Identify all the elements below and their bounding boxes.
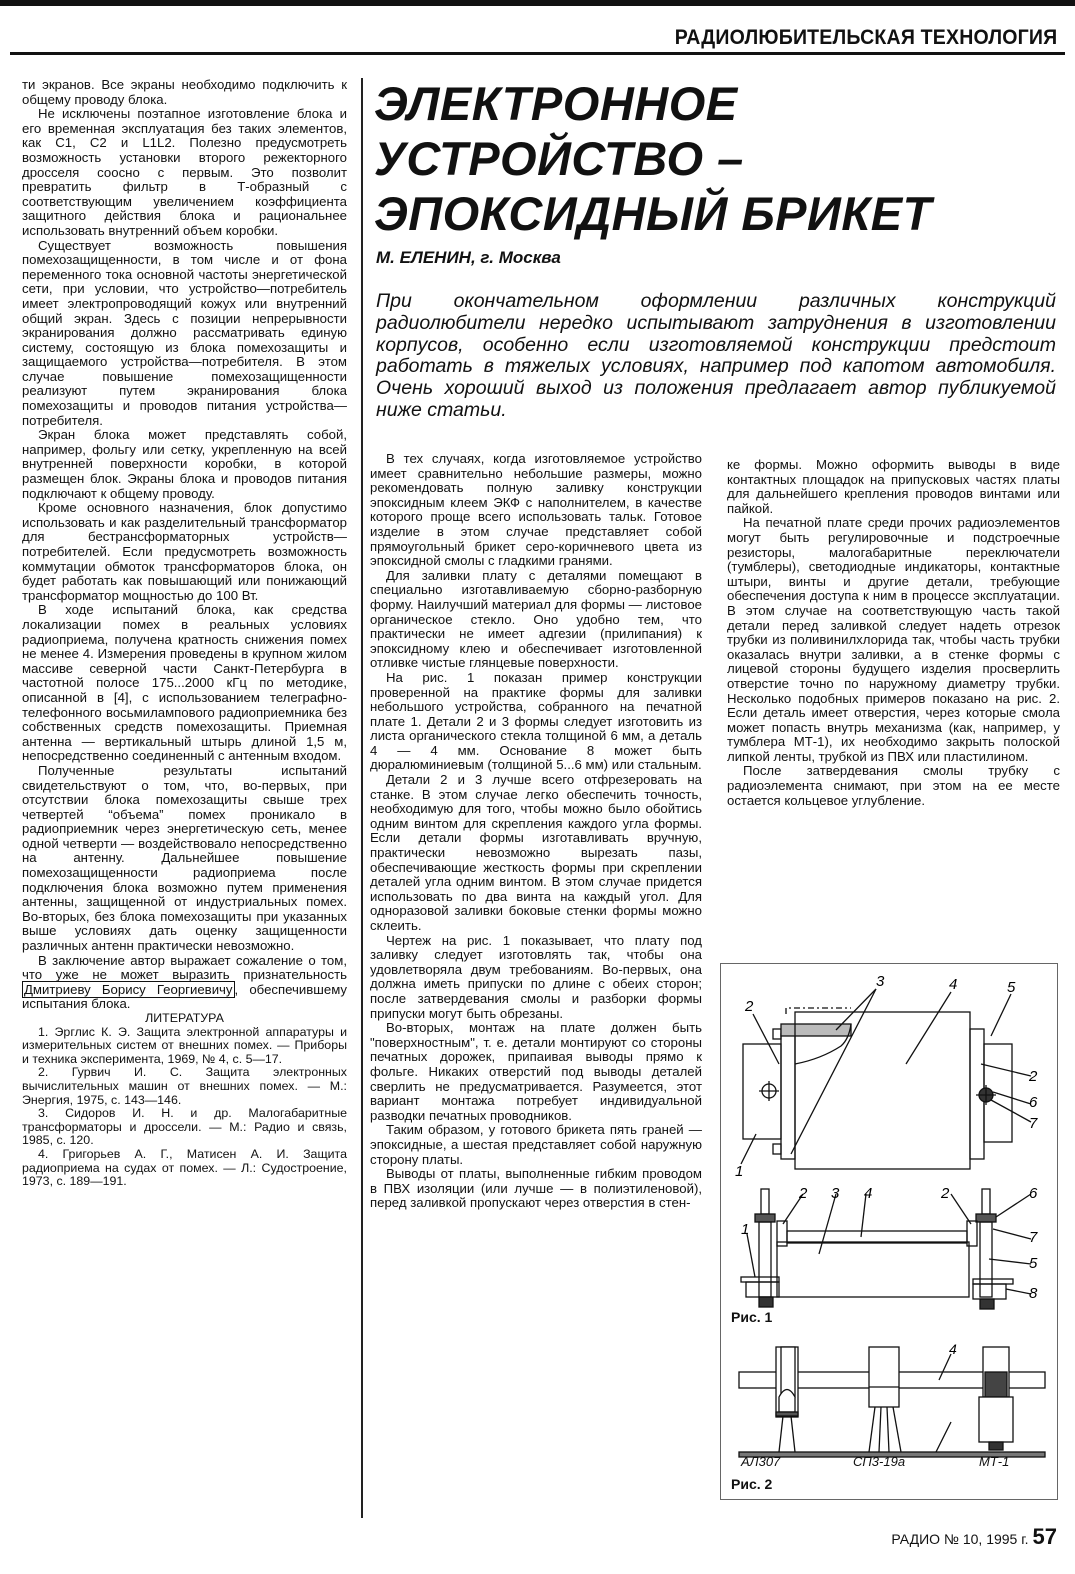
- fig1-label: 2: [799, 1185, 808, 1202]
- section-rubric: РАДИОЛЮБИТЕЛЬСКАЯ ТЕХНОЛОГИЯ: [674, 26, 1057, 49]
- closing-paragraph: [22, 954, 347, 1012]
- paragraph: На рис. 1 показан пример конструкции проверенной на практике формы для заливки небольшого устройства, собранного на печатной плате 1. Детали 2 и 3 формы следует изготовить из листа органического стекла толщиной 6 мм, а деталь 4 — 4 мм. Основание 8 может быть дюралюминиевым (толщиной 5...6 мм) или стальным.: [370, 669, 702, 773]
- literature-item: 3. Сидоров И. Н. и др. Малогабаритные трансформаторы и дроссели. — М.: Радио и связь, 1985, с. 120.: [22, 1106, 347, 1148]
- closing-text-before: В заключение автор выражает сожаление о том, что уже не может выразить признательность: [22, 952, 347, 983]
- paragraph: Полученные результаты испытаний свидетельствуют о том, что, во-первых, при отсутствии блока помехозащиты свыше трех четвертей “объема” помех проникало в радиоприемник через энергетическую сеть, менее одной четверти — воздействовало непосредственно на антенну. Дальнейшее повышение помехозащищенности радиоприема после подключения блока возможно путем применения антенны, защищенной от индустриальных помех. Во-вторых, без блока помехозащиты при указанных выше условиях дать оценку защищенности различных антенн практически невозможно.: [22, 762, 347, 954]
- literature-heading: ЛИТЕРАТУРА: [145, 1011, 224, 1025]
- title-line: ЭПОКСИДНЫЙ БРИКЕТ: [374, 187, 932, 240]
- paragraph: Не исключены поэтапное изготовление блока и его временная эксплуатация без таких элементов, как С1, С2 и L1L2. Полезно предусмотреть возможность установки второго режекторного дросселя соосно с первым. Это позволит превратить фильтр в Т-образный с соответствующим увеличением коэффициента защитного действия блока и рациональнее использовать внутренний объем коробки.: [22, 106, 347, 238]
- page-footer: [891, 1524, 1057, 1550]
- fig1-caption: Рис. 1: [731, 1309, 773, 1325]
- figures-box: [720, 963, 1058, 1500]
- paragraph: Детали 2 и 3 лучше всего отфрезеровать на станке. В этом случае легко обеспечить точность, необходимую для того, чтобы можно было обойтись одним винтом для скрепления каждого угла формы. Если детали формы изготавливать вручную, практически невозможно вырезать пазы, обеспечивающие жесткость формы при скреплении деталей угла одним винтом. В этом случае придется использовать по два винта на каждый угол. Для одноразовой заливки боковые стенки формы можно склеить.: [370, 772, 702, 933]
- paragraph: Выводы от платы, выполненные гибким проводом в ПВХ изоляции (или лучше — в полиэтиленовой), перед заливкой пропускают через отверстия в стен-: [370, 1166, 702, 1211]
- paragraph: После затвердевания смолы трубку с радиоэлемента снимают, при этом на ее месте остается кольцевое углубление.: [727, 763, 1060, 808]
- title-line: ЭЛЕКТРОННОЕ: [374, 77, 738, 130]
- fig1-label: 4: [864, 1185, 873, 1202]
- paragraph: В ходе испытаний блока, как средства локализации помех в реальных условиях радиоприема, получена кратность снижения помех не менее 4. Измерения проведены в крупном жилом массиве северной части Санкт-Петербурга в частотной полосе 175...2000 кГц по методике, описанной в [4], с использованием телеграфно-телефонного восьмилампового радиоприемника без собственных средств помехозащиты. Приемная антенна — вертикальный штырь длиной 1,5 м, непосредственно соединенный с антенным входом.: [22, 602, 347, 764]
- fig1-label: 2: [941, 1185, 950, 1202]
- top-border: [0, 0, 1075, 6]
- article-title: [374, 76, 1064, 241]
- literature-item: 1. Эрглис К. Э. Защита электронной аппаратуры и измерительных систем от внешних помех. — Приборы и техника эксперимента, 1969, № 4, с. 5—17.: [22, 1024, 347, 1066]
- paragraph: ке формы. Можно оформить выводы в виде контактных площадок на припусковых частях платы для дальнейшего крепления проводов винтами или пайкой.: [727, 457, 1060, 516]
- fig1-label: 8: [1029, 1285, 1038, 1302]
- boxed-name: Дмитриеву Борису Георгиевичу: [24, 981, 233, 997]
- paragraph: Во-вторых, монтаж на плате должен быть "поверхностным", т. е. детали монтируют со стороны печатных дорожек, припаивая выводы прямо к фольге. Никаких отверстий под выводы деталей сверлить не предусматривается. Разумеется, этот вариант монтажа потребует индивидуальной разводки печатных проводников.: [370, 1020, 702, 1123]
- title-line: УСТРОЙСТВО –: [374, 132, 744, 185]
- column-2: [370, 452, 702, 1211]
- issue-info: РАДИО № 10, 1995 г.: [891, 1531, 1029, 1547]
- fig1-label: 3: [831, 1185, 840, 1202]
- fig2-caption: Рис. 2: [731, 1476, 773, 1492]
- fig1-label: 3: [876, 973, 885, 990]
- page-number: 57: [1032, 1524, 1057, 1549]
- rubric-rule: [10, 52, 1065, 55]
- fig2-component-label: СП3-19а: [853, 1454, 906, 1469]
- literature-section: [22, 1012, 347, 1189]
- article-author: М. ЕЛЕНИН, г. Москва: [376, 248, 561, 267]
- fig1-label: 2: [1029, 1068, 1038, 1085]
- paragraph: Чертеж на рис. 1 показывает, что плату под заливку следует изготовлять так, чтобы она удовлетворяла двум требованиям. Во-первых, она должна иметь припуски по длине с обеих сторон; после затвердевания смолы и разборки формы припуски могут быть обрезаны.: [370, 932, 702, 1021]
- paragraph: Для заливки плату с деталями помещают в специально изготавливаемую сборно-разборную форму. Наилучший материал для формы — листовое органическое стекло. Оно удобно тем, что практически не имеет адгезии (прилипания) к эпоксидному клею и обеспечивает изготовленной отливке чистые глянцевые поверхности.: [370, 567, 702, 671]
- closing-text-after: , обеспечившему испытания блока.: [22, 981, 348, 1012]
- fig2-component-label: АЛ307: [741, 1454, 781, 1469]
- literature-item: 2. Гурвич И. С. Защита электронных вычислительных машин от внешних помех. — М.: Энергия, 1975, с. 143—146.: [22, 1065, 347, 1107]
- fig1-label: 6: [1029, 1094, 1038, 1111]
- literature-item: 4. Григорьев А. Г., Матисен А. И. Защита радиоприема на судах от помех. — Л.: Судостроение, 1973, с. 189—191.: [22, 1146, 347, 1189]
- fig2-label: 4: [949, 1341, 957, 1357]
- paragraph: В тех случаях, когда изготовляемое устройство имеет сравнительно небольшие размеры, можно рекомендовать полную заливку конструкции эпоксидным клеем ЭКФ с наполнителем, в качестве которого проще всего использовать тальк. Готовое изделие в этом случае представляет собой прямоугольный брикет серо-коричневого цвета из эпоксидной смолы с гладкими гранями.: [370, 451, 702, 569]
- paragraph: Существует возможность повышения помехозащищенности, в том числе и от фона переменного тока основной частоты энергетической сети, при условии, что устройство—потребитель имеет электропроводящий кожух или внутренний общий экран. Здесь с позиции непрерывности экранирования должно рассматривать единую систему, состоящую из блока помехозащиты и защищаемого устройства—потребителя. В этом случае повышение помехозащищенности реализуют путем экранирования блока помехозащиты и проводов питания устройства—потребителя.: [22, 237, 347, 428]
- fig1-label: 7: [1029, 1229, 1038, 1246]
- fig1-label: 2: [745, 998, 754, 1015]
- column-1: [22, 78, 347, 1189]
- fig2-drawing: [721, 1332, 1057, 1472]
- paragraph: Экран блока может представлять собой, например, фольгу или сетку, укрепленную на всей внутренней поверхности коробки, в которой размещен блок. Экраны блока и проводов питания подключают к общему проводу.: [22, 427, 347, 501]
- paragraph: На печатной плате среди прочих радиоэлементов могут быть регулировочные и подстроечные резисторы, малогабаритные переключатели (тумблеры), светодиодные индикаторы, контактные штыри, винты и другие детали, требующие обеспечения доступа к ним в процессе эксплуатации. В этом случае на соответствующую часть такой детали перед заливкой следует надеть отрезок трубки из поливинилхлорида так, чтобы часть трубки оказалась внутри заливки, а в стенке формы с лицевой стороны будущего изделия просверлить отверстие точно по наружному диаметру трубки. Несколько подобных примеров показано на рис. 2. Если деталь имеет отверстия, через которые смола может попасть внутрь механизма (как, например, у тумблера МТ-1), их необходимо закрыть полоской липкой ленты, трубкой из ПВХ или пластилином.: [727, 515, 1060, 764]
- column-divider: [361, 78, 363, 1518]
- fig1-label: 1: [741, 1221, 750, 1238]
- fig1-label: 5: [1029, 1255, 1038, 1272]
- column-3: [727, 458, 1060, 808]
- paragraph: Кроме основного назначения, блок допустимо использовать и как разделительный трансформатор для бестрансформаторных устройств—потребителей. Если предусмотреть возможность коммутации обмоток трансформаторов блока, он будет работать как повышающий или понижающий трансформатор мощностью до 100 Вт.: [22, 500, 347, 603]
- fig1-side-view-drawing: [721, 1184, 1057, 1314]
- fig2-component-label: МТ-1: [979, 1454, 1010, 1469]
- fig1-label: 6: [1029, 1185, 1038, 1202]
- fig1-label: 1: [735, 1163, 744, 1180]
- paragraph: ти экранов. Все экраны необходимо подключить к общему проводу блока.: [22, 77, 347, 107]
- fig1-top-view-drawing: [721, 964, 1057, 1184]
- paragraph: Таким образом, у готового брикета пять граней — эпоксидные, а шестая представляет собой наружную сторону платы.: [370, 1122, 702, 1167]
- article-lead: При окончательном оформлении различных конструкций радиолюбители нередко испытывают затруднения в изготовлении корпусов, особенно если изготовляемой конструкции предстоит работать в тяжелых условиях, например под капотом автомобиля. Очень хороший выход из положения предлагает автор публикуемой ниже статьи.: [376, 290, 1056, 421]
- fig1-label: 7: [1029, 1115, 1038, 1132]
- fig1-label: 4: [949, 976, 958, 993]
- fig1-label: 5: [1007, 979, 1016, 996]
